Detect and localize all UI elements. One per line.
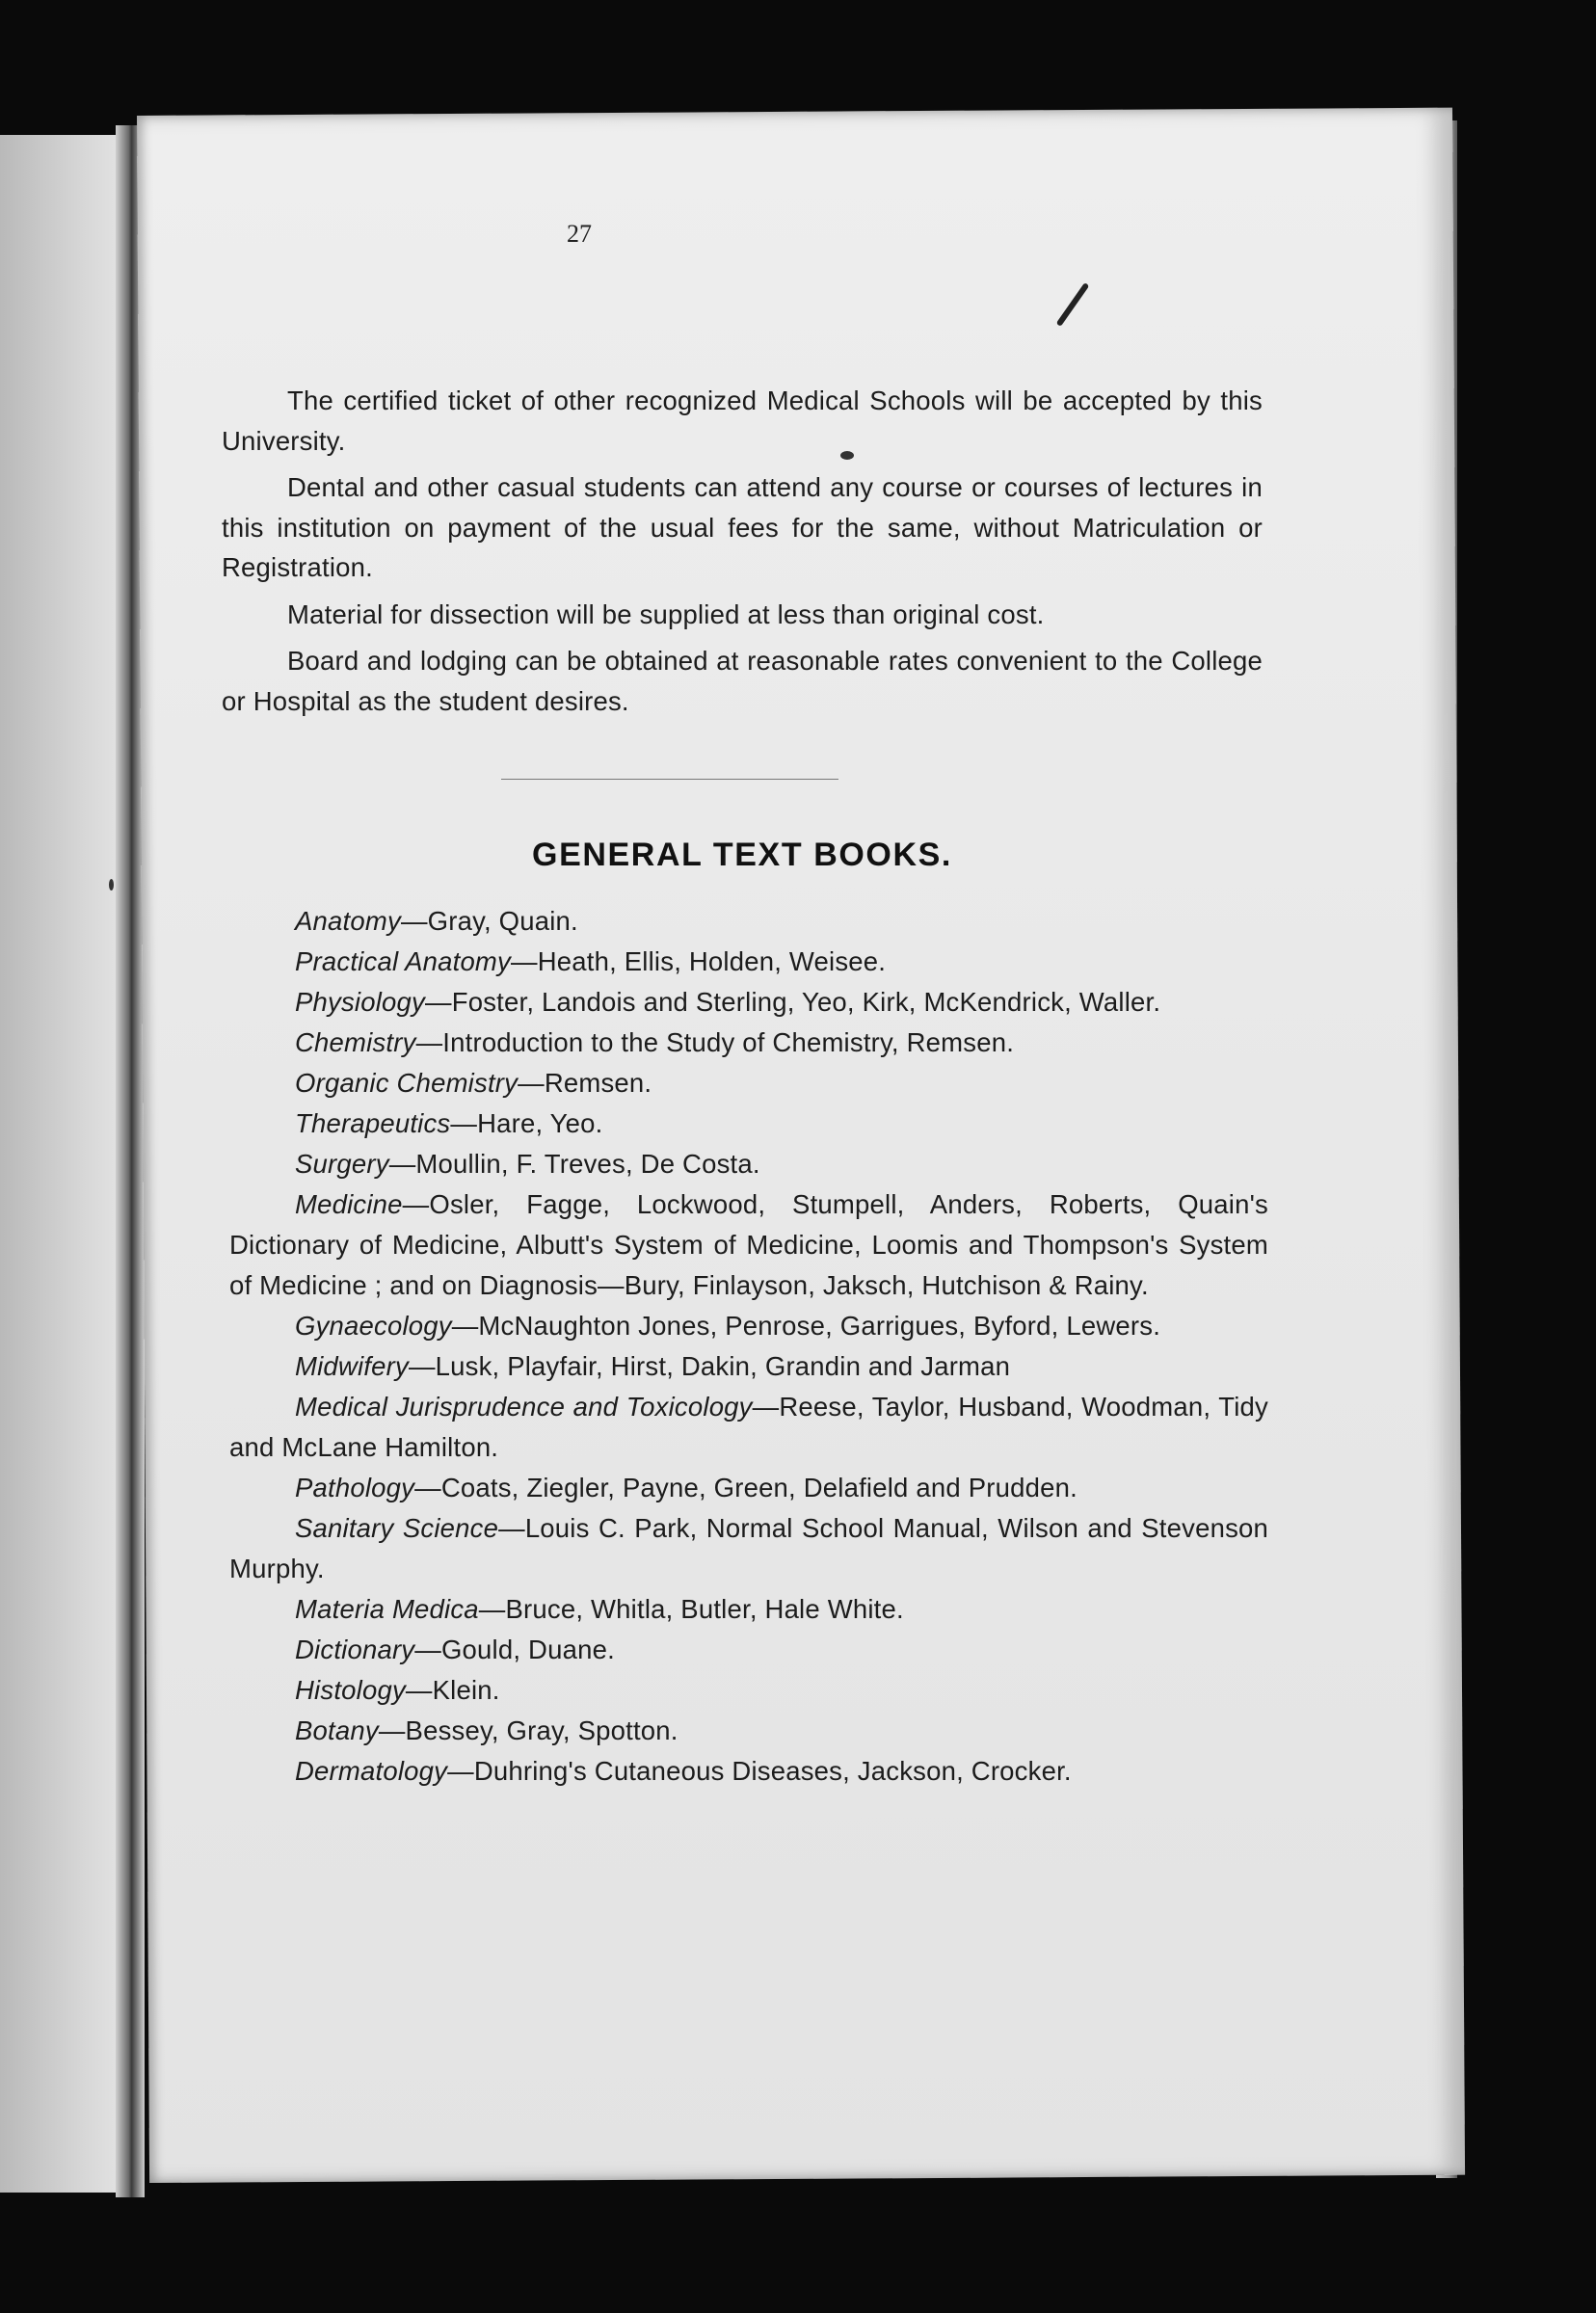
subject-name: Therapeutics (295, 1108, 451, 1138)
section-heading: GENERAL TEXT BOOKS. (532, 837, 952, 873)
textbook-entry (229, 901, 1268, 942)
authors: McNaughton Jones, Penrose, Garrigues, Byford, Lewers. (478, 1311, 1161, 1341)
textbook-entry (229, 942, 1268, 982)
authors: Foster, Landois and Sterling, Yeo, Kirk, McKendrick, Waller. (451, 987, 1161, 1017)
paragraph: Board and lodging can be obtained at reasonable rates convenient to the College or Hospital as the student desires. (222, 646, 1263, 716)
textbook-entry (229, 1063, 1268, 1103)
subject-name: Midwifery (295, 1351, 409, 1381)
textbook-entry (229, 1023, 1268, 1063)
dash-separator: — (447, 1756, 474, 1786)
page-number: 27 (567, 220, 592, 248)
dash-separator: — (511, 946, 538, 976)
authors: Introduction to the Study of Chemistry, Remsen. (442, 1027, 1015, 1057)
subject-name: Practical Anatomy (295, 946, 511, 976)
section-rule (501, 779, 838, 780)
subject-name: Chemistry (295, 1027, 416, 1057)
textbook-entry (229, 1346, 1268, 1387)
authors: Coats, Ziegler, Payne, Green, Delafield and Prudden. (440, 1473, 1077, 1502)
authors: Moullin, F. Treves, De Costa. (415, 1149, 760, 1179)
textbook-entry (229, 982, 1268, 1023)
subject-name: Dictionary (295, 1635, 415, 1664)
textbook-entry (229, 1387, 1268, 1468)
authors: Lusk, Playfair, Hirst, Dakin, Grandin and Jarman (435, 1351, 1011, 1381)
dash-separator: — (518, 1068, 545, 1098)
authors: Gray, Quain. (427, 906, 578, 936)
textbook-entry (229, 1751, 1268, 1792)
subject-name: Dermatology (295, 1756, 448, 1786)
dash-separator: — (450, 1108, 478, 1138)
paragraph: The certified ticket of other recognized Medical Schools will be accepted by this University. (222, 386, 1263, 456)
dash-separator: — (415, 1027, 443, 1057)
subject-name: Gynaecology (295, 1311, 452, 1341)
subject-name: Histology (295, 1675, 406, 1705)
dash-separator: — (478, 1594, 506, 1624)
dash-separator: — (414, 1473, 441, 1502)
dash-separator: — (498, 1513, 525, 1543)
authors: Osler, Fagge, Lockwood, Stumpell, Anders, Roberts, Quain's Dictionary of Medicine, Albutt's System of Medicine, Loomis and Thompson's System of Medicine ; and on Diagnosis—Bury, Finlayson, Jaksch, Hutchison & Rainy. (229, 1189, 1268, 1300)
authors: Duhring's Cutaneous Diseases, Jackson, Crocker. (473, 1756, 1072, 1786)
subject-name: Physiology (295, 987, 425, 1017)
textbook-entry (229, 1184, 1268, 1306)
textbook-list (229, 901, 1268, 1792)
dash-separator: — (752, 1392, 780, 1422)
authors: Remsen. (544, 1068, 652, 1098)
textbook-entry (229, 1589, 1268, 1630)
authors: Louis C. Park, Normal School Manual, Wilson and Stevenson Murphy. (229, 1513, 1269, 1583)
authors: Hare, Yeo. (477, 1108, 603, 1138)
authors: Bessey, Gray, Spotton. (405, 1715, 678, 1745)
authors: Gould, Duane. (440, 1635, 615, 1664)
subject-name: Botany (295, 1715, 379, 1745)
textbook-entry (229, 1103, 1268, 1144)
dash-separator: — (414, 1635, 441, 1664)
dash-separator: — (405, 1675, 433, 1705)
textbook-entry (229, 1630, 1268, 1670)
subject-name: Medicine (295, 1189, 403, 1219)
paragraph: Material for dissection will be supplied at less than original cost. (287, 598, 1045, 629)
subject-name: Medical Jurisprudence and Toxicology (295, 1392, 753, 1422)
authors: Klein. (432, 1675, 500, 1705)
dash-separator: — (378, 1715, 406, 1745)
subject-name: Sanitary Science (295, 1513, 499, 1543)
dash-separator: — (400, 906, 428, 936)
dash-separator: — (425, 987, 452, 1017)
textbook-entry (229, 1711, 1268, 1751)
paragraph: Dental and other casual students can attend any course or courses of lectures in this institution on payment of the usual fees for the same, without Matriculation or Registration. (222, 472, 1263, 582)
authors: Heath, Ellis, Holden, Weisee. (537, 946, 887, 976)
authors: Reese, Taylor, Husband, Woodman, Tidy and McLane Hamilton. (229, 1392, 1268, 1462)
authors: Bruce, Whitla, Butler, Hale White. (505, 1594, 904, 1624)
dash-separator: — (451, 1311, 479, 1341)
dash-separator: — (402, 1189, 430, 1219)
textbook-entry (229, 1468, 1268, 1508)
subject-name: Materia Medica (295, 1594, 479, 1624)
speck (109, 879, 114, 891)
dash-separator: — (388, 1149, 416, 1179)
textbook-entry (229, 1508, 1268, 1589)
textbook-entry (229, 1306, 1268, 1346)
intro-text (222, 381, 1263, 721)
textbook-entry (229, 1144, 1268, 1184)
subject-name: Anatomy (295, 906, 401, 936)
subject-name: Pathology (295, 1473, 415, 1502)
subject-name: Organic Chemistry (295, 1068, 519, 1098)
subject-name: Surgery (295, 1149, 389, 1179)
dash-separator: — (408, 1351, 436, 1381)
textbook-entry (229, 1670, 1268, 1711)
